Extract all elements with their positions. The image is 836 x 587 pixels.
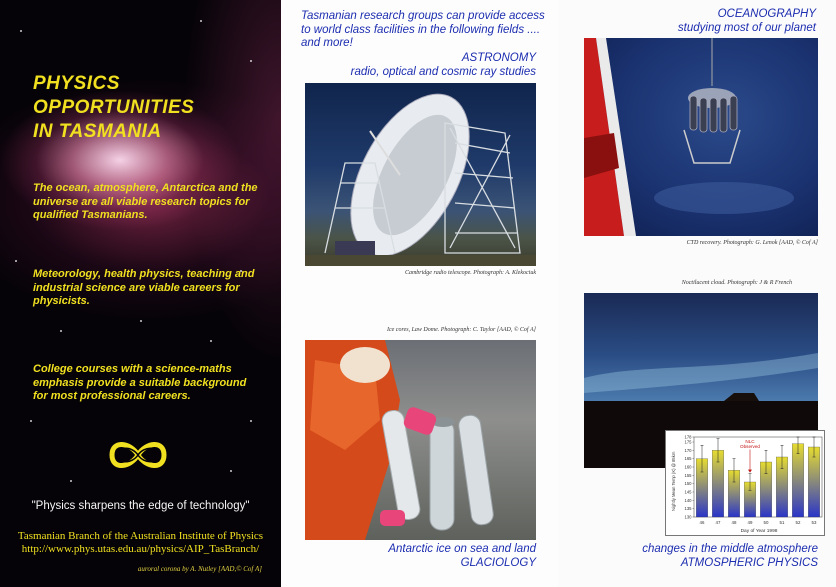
- atmospheric-subheading: changes in the middle atmosphere: [642, 543, 818, 555]
- x-tick-label: 53: [811, 520, 817, 525]
- middle-panel: [281, 0, 558, 587]
- intro-text: Tasmanian research groups can provide access to world class facilities in the following fields .... and more!: [301, 10, 545, 49]
- radio-telescope-image: [305, 83, 536, 266]
- astronomy-heading-block: [301, 52, 536, 79]
- glaciology-heading-block: [301, 543, 536, 570]
- y-tick-label: 155: [684, 472, 692, 478]
- chart-y-axis-label: Nightly Mean Temp (K) @ 85km: [671, 451, 676, 511]
- title-line-2: OPPORTUNITIES: [33, 97, 195, 118]
- cloud-caption: Noctilucent cloud. Photograph: J & R French: [681, 280, 792, 286]
- temperature-chart: [665, 430, 825, 536]
- aurora-photo-credit: auroral corona by A. Nutley [AAD,© Cof A]: [137, 565, 262, 573]
- astronomy-caption: Cambridge radio telescope. Photograph: A. Klekociuk: [404, 270, 536, 276]
- title-line-3: IN TASMANIA: [33, 121, 162, 142]
- atmospheric-heading: ATMOSPHERIC PHYSICS: [680, 556, 818, 569]
- careers-text: Meteorology, health physics, teaching and industrial science are viable careers for physicists.: [33, 268, 255, 307]
- radio-telescope-photo: [305, 83, 536, 266]
- nlc-annotation-line-2: Observed: [740, 444, 760, 449]
- astronomy-heading: ASTRONOMY: [461, 52, 536, 64]
- ctd-recovery-image: [584, 38, 818, 236]
- left-panel: [0, 0, 281, 587]
- oceanography-subheading: studying most of our planet: [677, 21, 816, 34]
- branch-name: Tasmanian Branch of the Australian Institute of Physics: [17, 530, 264, 542]
- y-tick-label: 178: [684, 434, 692, 440]
- brochure-title: [33, 72, 263, 144]
- glaciology-heading: GLACIOLOGY: [460, 556, 536, 569]
- glaciology-subheading: Antarctic ice on sea and land: [388, 543, 536, 555]
- ice-cores-image: [305, 340, 536, 540]
- chart-x-axis-label: Day of Year 1998: [740, 529, 778, 534]
- y-tick-label: 170: [684, 447, 692, 453]
- aip-logo-icon: [108, 432, 168, 478]
- nlc-annotation-line-1: NLC: [745, 439, 755, 444]
- college-courses-text: College courses with a science-maths emphasis provide a suitable background for most professional careers.: [33, 363, 247, 402]
- y-tick-label: 140: [684, 497, 692, 503]
- x-tick-label: 48: [731, 520, 737, 525]
- y-tick-label: 130: [684, 514, 692, 520]
- y-tick-label: 165: [684, 456, 692, 462]
- chart-bar: [792, 444, 804, 517]
- atmospheric-heading-block: [578, 543, 818, 570]
- x-tick-label: 49: [747, 520, 753, 525]
- ctd-caption: CTD recovery. Photograph: G. Lenok [AAD, © Cof A]: [686, 240, 818, 246]
- y-tick-label: 150: [684, 481, 692, 487]
- oceanography-heading-block: [578, 8, 816, 35]
- y-tick-label: 175: [684, 439, 692, 445]
- ctd-recovery-photo: [584, 38, 818, 236]
- x-tick-label: 51: [779, 520, 785, 525]
- branch-url[interactable]: http://www.phys.utas.edu.au/physics/AIP_TasBranch/: [21, 543, 260, 555]
- y-tick-label: 145: [684, 489, 692, 495]
- oceanography-heading: OCEANOGRAPHY: [717, 8, 816, 20]
- x-tick-label: 47: [715, 520, 721, 525]
- tagline-quote: "Physics sharpens the edge of technology": [31, 500, 250, 512]
- x-tick-label: 50: [763, 520, 769, 525]
- temperature-chart-svg: [666, 431, 824, 535]
- ice-cores-photo: [305, 340, 536, 540]
- x-tick-label: 52: [795, 520, 801, 525]
- research-topics-text: The ocean, atmosphere, Antarctica and the universe are all viable research topics for qualified Tasmanians.: [33, 182, 258, 221]
- title-line-1: PHYSICS: [33, 73, 120, 94]
- ice-cores-caption: Ice cores, Law Dome. Photograph: C. Taylor [AAD, © Cof A]: [386, 327, 536, 333]
- branch-info: [0, 530, 281, 556]
- chart-bar: [808, 447, 820, 517]
- y-tick-label: 135: [684, 506, 692, 512]
- x-tick-label: 46: [699, 520, 705, 525]
- y-tick-label: 160: [684, 464, 692, 470]
- astronomy-subheading: radio, optical and cosmic ray studies: [350, 65, 536, 78]
